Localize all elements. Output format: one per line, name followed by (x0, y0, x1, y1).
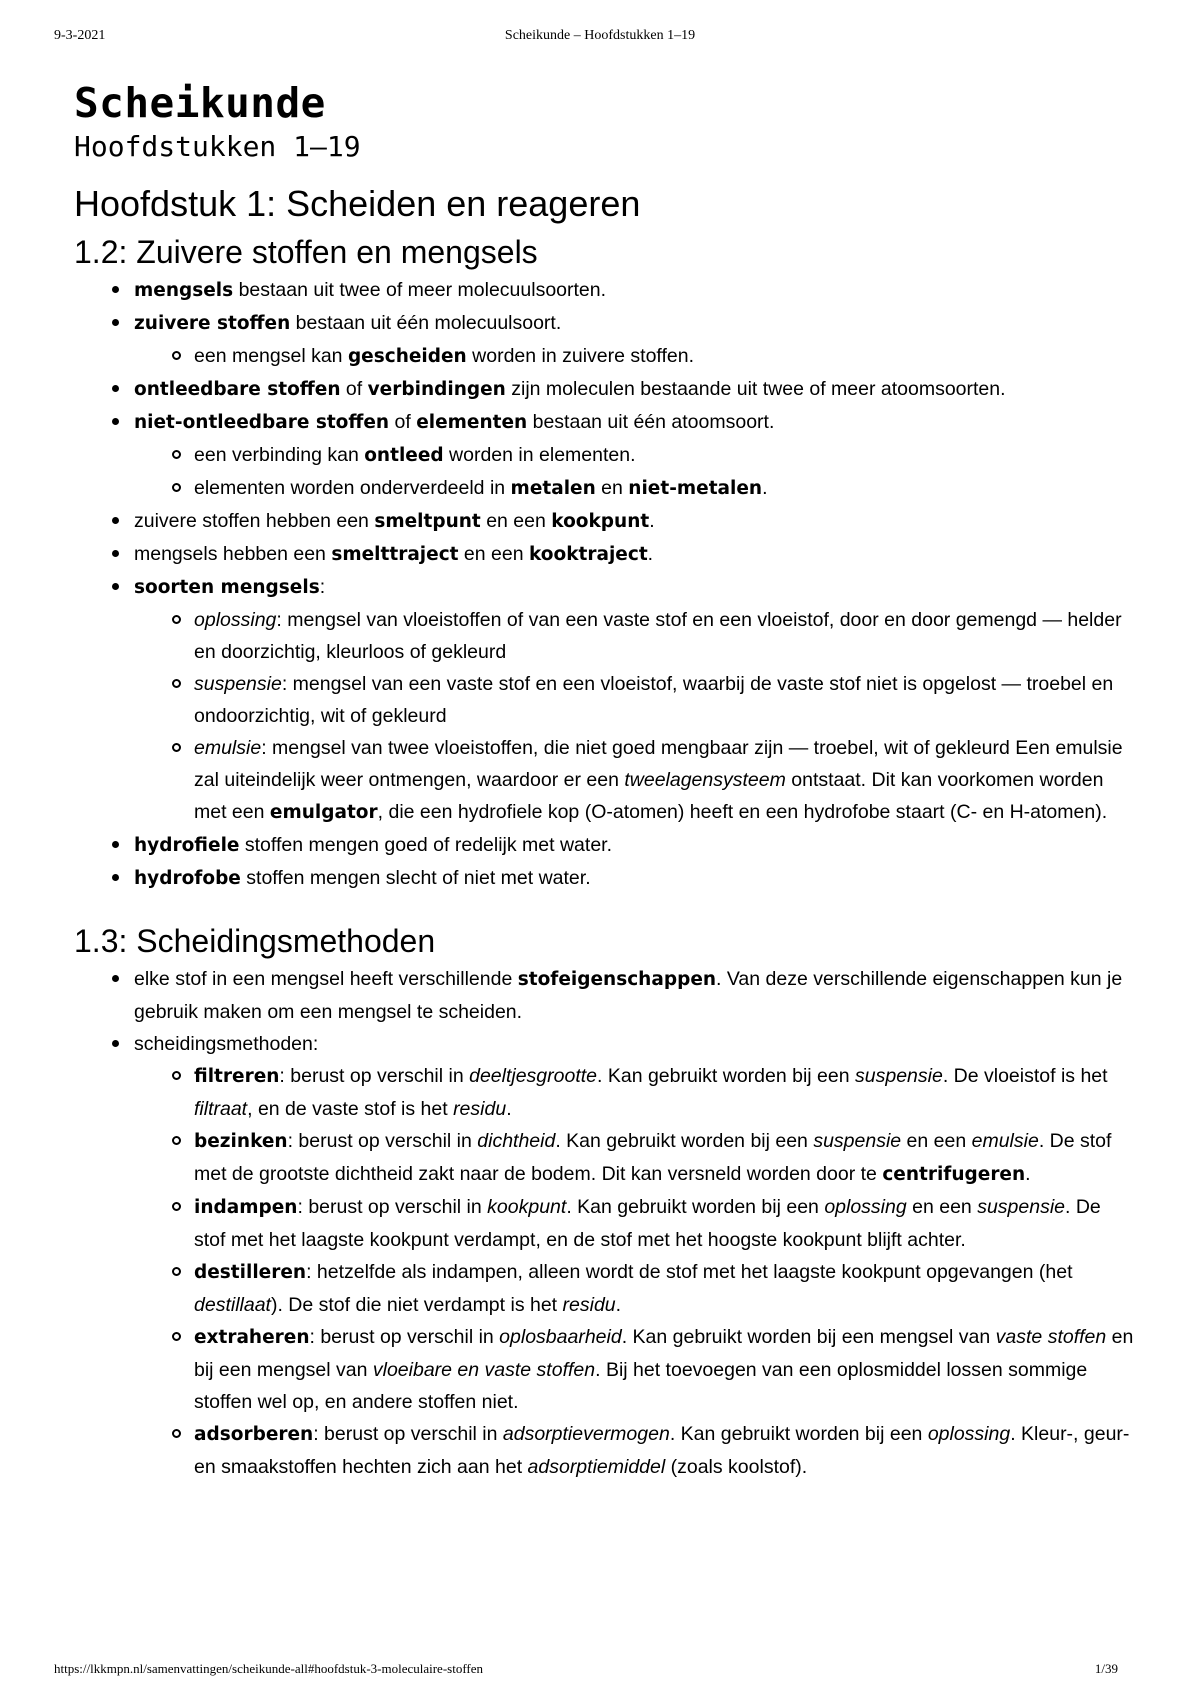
italic-term: oplossing (194, 609, 277, 631)
print-footer (54, 1661, 1146, 1681)
sub-list-item (74, 1060, 1134, 1125)
text: . De vloeistof is het (942, 1065, 1108, 1087)
section-heading: 1.2: Zuivere stoffen en mengsels (74, 234, 538, 270)
key-term: adsorberen (194, 1424, 314, 1445)
key-term: elementen (416, 412, 528, 433)
text: : berust op verschil in (279, 1065, 470, 1087)
section-heading: 1.3: Scheidingsmethoden (74, 923, 436, 959)
page-number: 1/39 (1094, 1661, 1118, 1676)
text: . (647, 543, 654, 565)
key-term: smeltpunt (374, 511, 481, 532)
list-item (74, 963, 1134, 1028)
text: elementen worden onderverdeeld in (194, 477, 511, 499)
sub-list (134, 604, 1134, 829)
text: : berust op verschil in (313, 1423, 503, 1445)
text: . (762, 477, 768, 499)
italic-term: adsorptiemiddel (527, 1456, 666, 1478)
list-item (74, 406, 1134, 505)
sub-list-item (74, 604, 1134, 668)
text: mengsels hebben een (134, 543, 332, 565)
text: . Van deze verschillende eigenschappen kun je gebruik maken om een mengsel te scheiden. (134, 968, 1123, 1023)
text: . Bij het toevoegen van een oplosmiddel lossen sommige stoffen wel op, en andere stoffen niet. (194, 1359, 1088, 1413)
key-term: metalen (510, 478, 596, 499)
doc-title: Scheikunde (74, 79, 326, 127)
sub-list-item (74, 1191, 1134, 1256)
key-term: verbindingen (367, 379, 506, 400)
italic-term: suspensie (813, 1130, 902, 1152)
sub-list (134, 340, 1134, 373)
text: . Kan gebruikt worden bij een mengsel van (621, 1326, 996, 1348)
key-term: niet-metalen (628, 478, 763, 499)
list-item (74, 274, 1134, 307)
section-list (74, 963, 1134, 1483)
italic-term: suspensie (855, 1065, 943, 1087)
text: en een (906, 1196, 978, 1218)
section-list (74, 274, 1134, 895)
italic-term: residu (562, 1294, 616, 1316)
italic-term: residu (453, 1098, 507, 1120)
text: of (389, 411, 417, 433)
key-term: smelttraject (331, 544, 459, 565)
key-term: filtreren (194, 1066, 280, 1087)
key-term: indampen (194, 1197, 298, 1218)
italic-term: adsorptievermogen (502, 1423, 670, 1445)
key-term: destilleren (194, 1262, 307, 1283)
text: . (506, 1098, 512, 1120)
text: zuivere stoffen hebben een (134, 510, 375, 532)
text: stoffen mengen slecht of niet met water. (240, 867, 591, 889)
list-item (74, 538, 1134, 571)
text: . (1025, 1163, 1031, 1185)
key-term: niet-ontleedbare stoffen (134, 412, 390, 433)
text: worden in zuivere stoffen. (466, 345, 695, 367)
text: een mengsel kan (194, 345, 348, 367)
key-term: kookpunt (551, 511, 650, 532)
italic-term: vloeibare en vaste stoffen (372, 1359, 596, 1381)
text: bestaan uit één atoomsoort. (527, 411, 775, 433)
italic-term: vaste stoffen (995, 1326, 1107, 1348)
text: . De stof met het laagste kookpunt verdampt, en de stof met het hoogste kookpunt blijft achter. (194, 1196, 1101, 1251)
list-item (74, 829, 1134, 862)
sub-list (134, 1060, 1134, 1483)
sub-list-item (74, 1418, 1134, 1483)
key-term: emulgator (269, 802, 378, 823)
text: . Kleur-, geur- en smaakstoffen hechten zich aan het (194, 1423, 1130, 1478)
list-item (74, 1028, 1134, 1483)
key-term: soorten mengsels (134, 577, 320, 598)
text: . Kan gebruikt worden bij een (555, 1130, 814, 1152)
italic-term: emulsie (194, 737, 262, 759)
doc-subtitle: Hoofdstukken 1–19 (74, 130, 361, 163)
text: ). De stof die niet verdampt is het (270, 1294, 563, 1316)
italic-term: oplossing (824, 1196, 907, 1218)
text: en (595, 477, 629, 499)
text: bestaan uit twee of meer molecuulsoorten. (233, 279, 607, 301)
sub-list-item (74, 732, 1134, 829)
text: (zoals koolstof). (665, 1456, 808, 1478)
sub-list-item (74, 472, 1134, 505)
text: . Kan gebruikt worden bij een (597, 1065, 856, 1087)
italic-term: deeltjesgrootte (469, 1065, 598, 1087)
list-item (74, 505, 1134, 538)
text: of (340, 378, 368, 400)
text: : berust op verschil in (297, 1196, 488, 1218)
key-term: stofeigenschappen (517, 969, 717, 990)
text: elke stof in een mengsel heeft verschillende (134, 968, 518, 990)
text: : (319, 576, 326, 598)
sub-list-item (74, 1256, 1134, 1321)
text: zijn moleculen bestaande uit twee of meer atoomsoorten. (505, 378, 1006, 400)
list-item (74, 373, 1134, 406)
text: : berust op verschil in (309, 1326, 500, 1348)
italic-term: suspensie (194, 673, 282, 695)
text: . (615, 1294, 622, 1316)
key-term: bezinken (194, 1131, 288, 1152)
text: : mengsel van twee vloeistoffen, die niet goed mengbaar zijn — troebel, wit of gekleurd Een emulsie zal uiteindelijk weer ontmengen, waardoor er een (194, 737, 1123, 791)
italic-term: emulsie (971, 1130, 1039, 1152)
key-term: kooktraject (528, 544, 648, 565)
key-term: ontleedbare stoffen (134, 379, 341, 400)
key-term: ontleed (364, 445, 444, 466)
list-item (74, 862, 1134, 895)
text: en een (901, 1130, 972, 1152)
text: en een (458, 543, 529, 565)
text: . Kan gebruikt worden bij een (669, 1423, 928, 1445)
sub-list-item (74, 1321, 1134, 1418)
italic-term: suspensie (977, 1196, 1065, 1218)
text: , die een hydrofiele kop (O-atomen) heeft en een hydrofobe staart (C- en H-atomen). (377, 801, 1108, 823)
text: : mengsel van een vaste stof en een vloeistof, waarbij de vaste stof niet is opgelost — troebel en ondoorzichtig, wit of gekleurd (194, 673, 1114, 727)
print-date: 9-3-2021 (54, 28, 106, 43)
text: en een (480, 510, 552, 532)
key-term: gescheiden (347, 346, 467, 367)
text: . De stof met de grootste dichtheid zakt naar de bodem. Dit kan versneld worden door te (194, 1130, 1112, 1185)
print-url: https://lkkmpn.nl/samenvattingen/scheikunde-all#hoofdstuk-3-moleculaire-stoffen (54, 1661, 484, 1676)
key-term: centrifugeren (882, 1164, 1026, 1185)
key-term: hydrofiele (134, 835, 240, 856)
text: worden in elementen. (443, 444, 636, 466)
italic-term: oplosbaarheid (499, 1326, 622, 1348)
chapter-title: Hoofdstuk 1: Scheiden en reageren (74, 183, 641, 224)
text: , en de vaste stof is het (247, 1098, 454, 1120)
text: ontstaat. Dit kan voorkomen worden met een (194, 769, 1104, 823)
text: stoffen mengen goed of redelijk met water. (239, 834, 612, 856)
print-title: Scheikunde – Hoofdstukken 1–19 (504, 28, 696, 43)
document-body (74, 78, 1134, 1483)
key-term: mengsels (134, 280, 234, 301)
text: bestaan uit één molecuulsoort. (290, 312, 562, 334)
text: . (649, 510, 655, 532)
text: een verbinding kan (194, 444, 365, 466)
italic-term: tweelagensysteem (624, 769, 786, 791)
text: : berust op verschil in (287, 1130, 478, 1152)
sub-list (134, 439, 1134, 505)
italic-term: kookpunt (487, 1196, 567, 1218)
text: : hetzelfde als indampen, alleen wordt de stof met het laagste kookpunt opgevangen (het (306, 1261, 1073, 1283)
text: : mengsel van vloeistoffen of van een vaste stof en een vloeistof, door en door gemengd — helder en doorzichtig, kleurloos of gekleurd (194, 609, 1122, 663)
key-term: hydrofobe (134, 868, 241, 889)
list-item (74, 307, 1134, 373)
list-item (74, 571, 1134, 829)
key-term: zuivere stoffen (134, 313, 291, 334)
key-term: extraheren (194, 1327, 310, 1348)
sub-list-item (74, 439, 1134, 472)
italic-term: filtraat (194, 1098, 248, 1120)
italic-term: dichtheid (477, 1130, 556, 1152)
italic-term: destillaat (194, 1294, 271, 1316)
sub-list-item (74, 340, 1134, 373)
text: scheidingsmethoden: (134, 1033, 319, 1055)
print-header (54, 28, 1146, 48)
sub-list-item (74, 668, 1134, 732)
sub-list-item (74, 1125, 1134, 1191)
text: en bij een mengsel van (194, 1326, 1134, 1381)
text: . Kan gebruikt worden bij een (566, 1196, 825, 1218)
italic-term: oplossing (927, 1423, 1011, 1445)
